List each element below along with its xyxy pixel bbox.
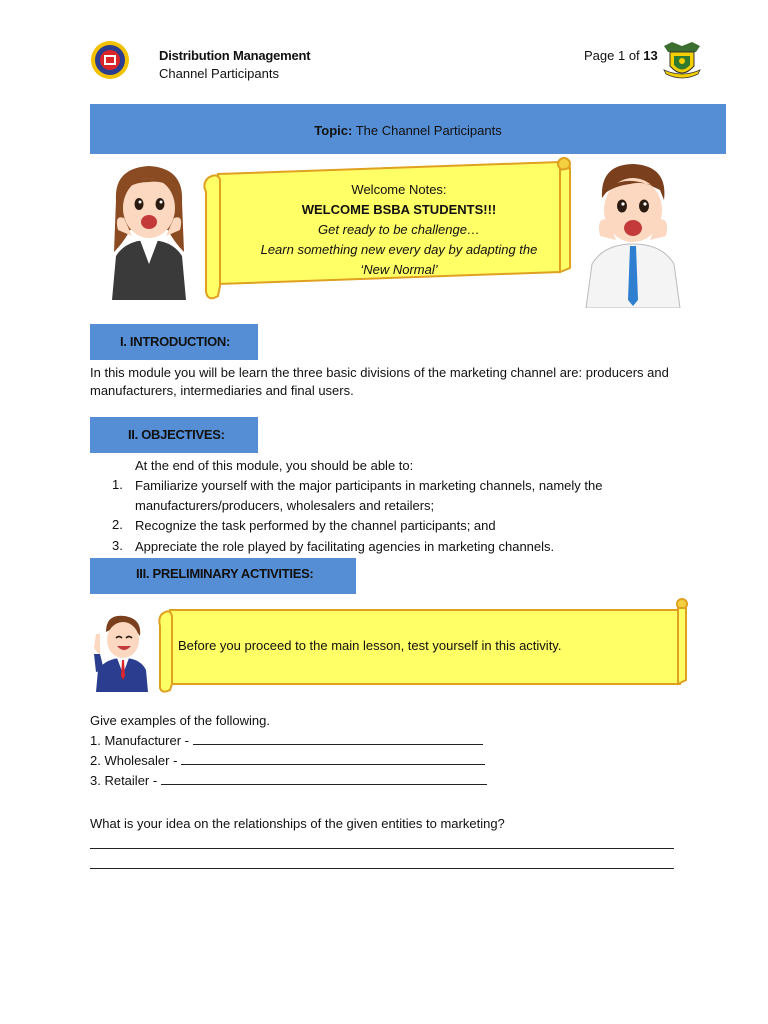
page-indicator	[584, 48, 658, 63]
page-total: 13	[643, 48, 658, 63]
objective-text: Appreciate the role played by facilitating agencies in marketing channels.	[135, 539, 555, 554]
activity-item-wholesaler	[90, 753, 485, 768]
topic-line	[90, 123, 726, 138]
relationship-question: What is your idea on the relationships of the given entities to marketing?	[90, 816, 505, 831]
preliminary-note-scroll	[156, 598, 690, 694]
section-preliminary-heading	[90, 558, 356, 594]
welcome-line-challenge: Get ready to be challenge…	[318, 222, 480, 237]
welcome-notes-heading: Welcome Notes:	[351, 182, 447, 197]
section-introduction-heading	[90, 324, 258, 360]
objective-item	[112, 476, 632, 516]
activity-item-manufacturer	[90, 733, 483, 748]
course-subtitle: Channel Participants	[159, 66, 279, 81]
preliminary-heading-text: III. PRELIMINARY ACTIVITIES:	[136, 566, 314, 581]
page-prefix: Page 1 of	[584, 48, 640, 63]
activity-item-label: 2. Wholesaler -	[90, 753, 178, 768]
welcome-greeting: WELCOME BSBA STUDENTS!!!	[301, 202, 497, 217]
course-title: Distribution Management	[159, 48, 311, 63]
activity-item-label: 3. Retailer -	[90, 773, 158, 788]
welcome-line-new-normal: ‘New Normal’	[360, 262, 438, 277]
topic-banner	[90, 104, 726, 154]
boy-character-illustration	[580, 160, 684, 308]
introduction-heading-text: I. INTRODUCTION:	[120, 334, 231, 349]
pointing-boy-illustration	[90, 612, 150, 692]
objective-number: 2.	[112, 517, 123, 532]
welcome-line-learn: Learn something new every day by adapting the	[260, 242, 538, 257]
objective-item	[112, 516, 632, 536]
objectives-lead: At the end of this module, you should be able to:	[135, 458, 414, 473]
objective-item	[112, 537, 632, 557]
objective-number: 1.	[112, 477, 123, 492]
school-crest-right	[660, 38, 704, 82]
topic-value: The Channel Participants	[355, 123, 502, 138]
activity-prompt: Give examples of the following.	[90, 713, 270, 728]
objective-number: 3.	[112, 538, 123, 553]
activity-item-label: 1. Manufacturer -	[90, 733, 189, 748]
answer-blank[interactable]	[161, 773, 487, 785]
answer-line[interactable]	[90, 868, 674, 869]
girl-character-illustration	[104, 160, 194, 300]
preliminary-note: Before you proceed to the main lesson, test yourself in this activity.	[178, 638, 562, 653]
welcome-scroll	[198, 156, 578, 302]
objective-text: Recognize the task performed by the channel participants; and	[135, 518, 496, 533]
introduction-paragraph: In this module you will be learn the three basic divisions of the marketing channel are: producers and manufacturers, intermediaries and final users.	[90, 365, 669, 398]
topic-label: Topic:	[314, 123, 353, 138]
activity-item-retailer	[90, 773, 487, 788]
school-logo-left	[90, 40, 130, 80]
answer-blank[interactable]	[193, 733, 483, 745]
objective-text: Familiarize yourself with the major participants in marketing channels, namely the manufacturers/producers, wholesalers and retailers;	[135, 478, 603, 513]
answer-blank[interactable]	[181, 753, 485, 765]
answer-line[interactable]	[90, 848, 674, 849]
section-objectives-heading	[90, 417, 258, 453]
objectives-heading-text: II. OBJECTIVES:	[128, 427, 225, 442]
